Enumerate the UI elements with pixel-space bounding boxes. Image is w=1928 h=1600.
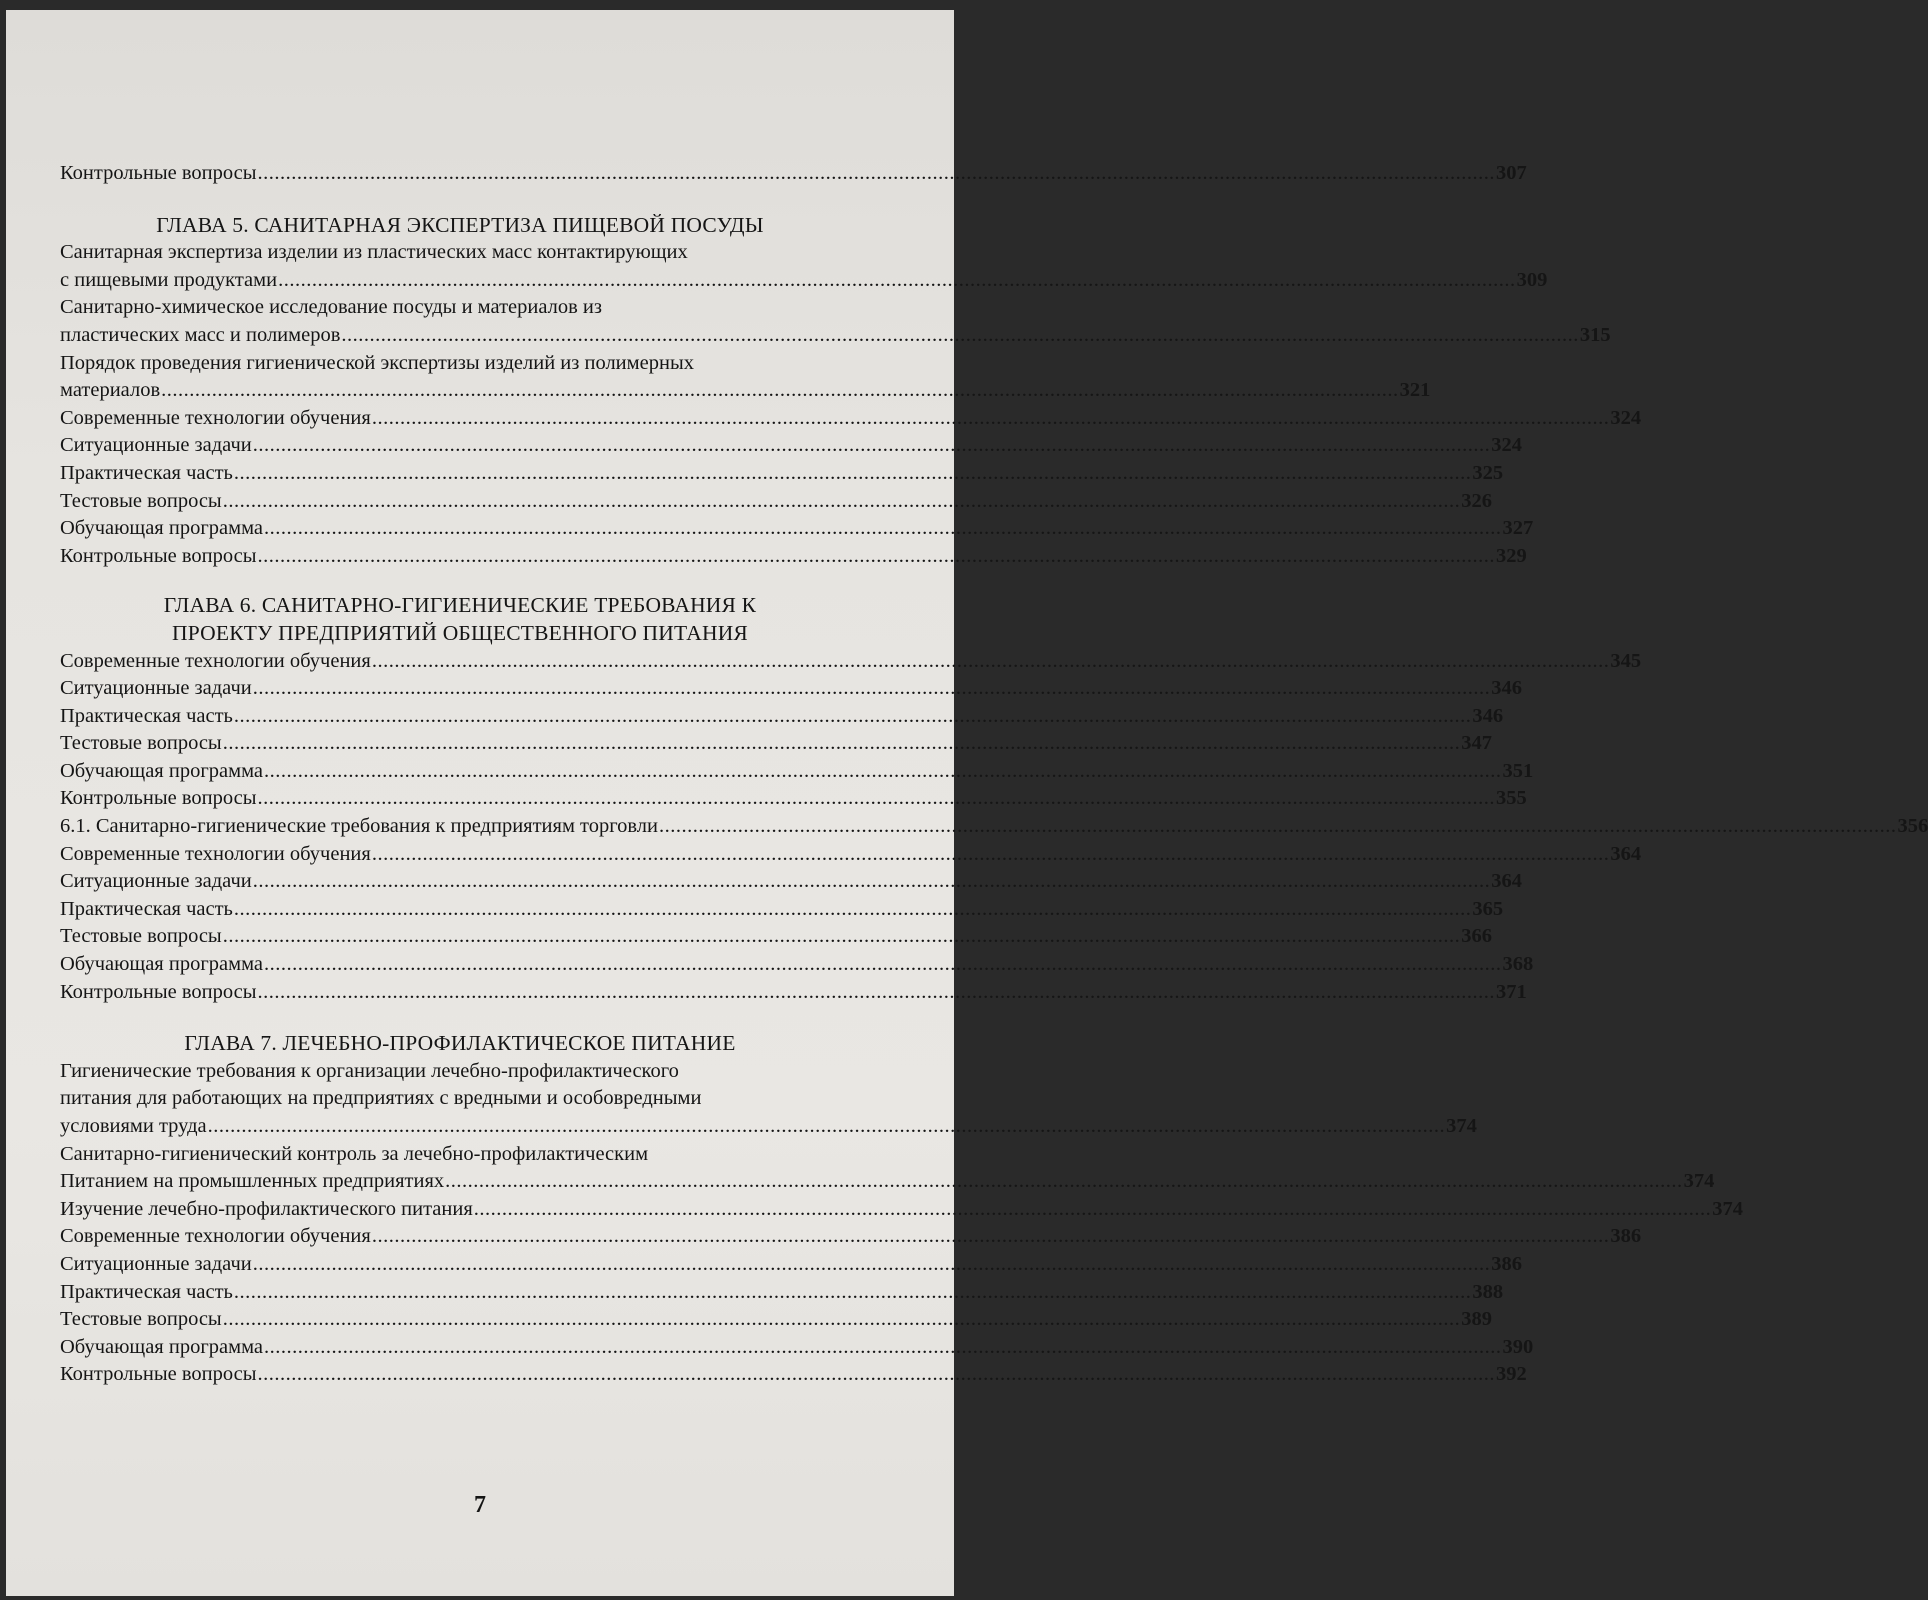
toc-entry-line: Гигиенические требования к организации лечебно-профилактического bbox=[60, 1059, 679, 1082]
table-of-contents bbox=[60, 160, 1928, 1389]
toc-entry-title: Современные технологии обучения bbox=[60, 842, 371, 865]
toc-entry bbox=[60, 703, 1504, 731]
toc-entry bbox=[60, 648, 1642, 676]
toc-entry-title: условиями труда bbox=[60, 1115, 207, 1137]
dot-leader: ............................................................................................................................................................................................................................ bbox=[264, 759, 1502, 782]
toc-entry bbox=[60, 1361, 1527, 1389]
toc-entry-page: 364 bbox=[1491, 870, 1522, 893]
toc-entry bbox=[60, 785, 1527, 813]
toc-entry bbox=[60, 923, 1492, 951]
toc-entry-title: с пищевыми продуктами bbox=[60, 268, 278, 291]
dot-leader: ............................................................................................................................................................................................................................ bbox=[264, 1335, 1502, 1358]
toc-entry bbox=[60, 1251, 1522, 1279]
toc-entry-page: 374 bbox=[1446, 1115, 1477, 1137]
toc-entry-line: Санитарно-гигиенический контроль за лечебно-профилактическим bbox=[60, 1142, 649, 1165]
toc-entry bbox=[60, 896, 1504, 924]
toc-entry bbox=[60, 460, 1504, 488]
dot-leader: ............................................................................................................................................................................................................................ bbox=[278, 268, 1516, 291]
dot-leader: ............................................................................................................................................................................................................................ bbox=[233, 897, 1472, 920]
dot-leader: ............................................................................................................................................................................................................................ bbox=[222, 732, 1461, 755]
toc-entry-title: Обучающая программа bbox=[60, 517, 263, 540]
spacer bbox=[60, 1006, 860, 1030]
toc-entry-page: 351 bbox=[1502, 759, 1534, 782]
dot-leader: ............................................................................................................................................................................................................................ bbox=[257, 980, 1496, 1003]
toc-entry-page: 324 bbox=[1610, 406, 1642, 429]
toc-entry-page: 325 bbox=[1472, 461, 1504, 484]
toc-entry-page: 371 bbox=[1496, 980, 1527, 1003]
toc-entry-title: Тестовые вопросы bbox=[60, 732, 222, 755]
toc-entry-page: 388 bbox=[1472, 1280, 1504, 1303]
toc-entry bbox=[60, 405, 1642, 433]
toc-entry-title: Тестовые вопросы bbox=[60, 489, 222, 512]
toc-entry bbox=[60, 322, 1611, 350]
chapter-6-heading-line-2: ПРОЕКТУ ПРЕДПРИЯТИЙ ОБЩЕСТВЕННОГО ПИТАНИЯ bbox=[172, 620, 748, 645]
dot-leader: ............................................................................................................................................................................................................................ bbox=[264, 953, 1502, 976]
toc-entry bbox=[60, 543, 1527, 571]
toc-entry bbox=[60, 979, 1527, 1007]
toc-entry-page: 327 bbox=[1502, 517, 1534, 540]
dot-leader: ............................................................................................................................................................................................................................ bbox=[371, 406, 1610, 429]
toc-entry-page: 364 bbox=[1610, 842, 1642, 865]
toc-entry bbox=[60, 377, 1431, 405]
toc-entry bbox=[60, 160, 1527, 188]
toc-entry-line: питания для работающих на предприятиях с вредными и особовредными bbox=[60, 1087, 702, 1110]
toc-entry-page: 390 bbox=[1502, 1335, 1534, 1358]
toc-entry bbox=[60, 1196, 1744, 1224]
toc-entry bbox=[60, 675, 1522, 703]
toc-entry-page: 307 bbox=[1496, 162, 1527, 184]
toc-entry-title: пластических масс и полимеров bbox=[60, 323, 341, 346]
toc-entry-title: Практическая часть bbox=[60, 461, 233, 484]
toc-entry-title: Современные технологии обучения bbox=[60, 649, 371, 672]
toc-entry-title: Тестовые вопросы bbox=[60, 1308, 222, 1331]
dot-leader: ............................................................................................................................................................................................................................ bbox=[252, 434, 1491, 457]
toc-entry-page: 368 bbox=[1502, 953, 1534, 976]
toc-entry-line: Санитарно-химическое исследование посуды и материалов из bbox=[60, 296, 602, 319]
chapter-6-heading-line-1: ГЛАВА 6. САНИТАРНО-ГИГИЕНИЧЕСКИЕ ТРЕБОВАНИЯ К bbox=[163, 593, 757, 618]
toc-entry-page: 365 bbox=[1472, 897, 1504, 920]
dot-leader: ............................................................................................................................................................................................................................ bbox=[252, 677, 1491, 700]
toc-entry-page: 324 bbox=[1491, 434, 1522, 457]
toc-entry-title: Обучающая программа bbox=[60, 759, 263, 782]
dot-leader: ............................................................................................................................................................................................................................ bbox=[222, 1308, 1461, 1331]
page-number: 7 bbox=[474, 1492, 486, 1518]
toc-entry-title: Ситуационные задачи bbox=[60, 870, 252, 893]
toc-entry-title: Контрольные вопросы bbox=[60, 1363, 257, 1386]
dot-leader: ............................................................................................................................................................................................................................ bbox=[233, 704, 1472, 727]
toc-entry bbox=[60, 758, 1534, 786]
toc-entry-title: Тестовые вопросы bbox=[60, 925, 222, 948]
toc-entry-page: 346 bbox=[1491, 677, 1522, 700]
toc-entry bbox=[60, 951, 1534, 979]
dot-leader: ............................................................................................................................................................................................................................ bbox=[257, 544, 1496, 567]
toc-entry bbox=[60, 730, 1492, 758]
toc-entry-title: Контрольные вопросы bbox=[60, 787, 257, 810]
toc-entry-title: Ситуационные задачи bbox=[60, 1252, 252, 1275]
toc-entry bbox=[60, 1113, 1477, 1141]
toc-entry-page: 366 bbox=[1461, 925, 1492, 948]
dot-leader: ............................................................................................................................................................................................................................ bbox=[445, 1170, 1683, 1193]
dot-leader: ............................................................................................................................................................................................................................ bbox=[222, 489, 1461, 512]
toc-entry-title: материалов bbox=[60, 379, 161, 402]
dot-leader: ............................................................................................................................................................................................................................ bbox=[264, 517, 1502, 540]
dot-leader: ............................................................................................................................................................................................................................ bbox=[233, 461, 1472, 484]
book-page bbox=[6, 10, 1928, 1596]
toc-entry-line: Порядок проведения гигиенической экспертизы изделий из полимерных bbox=[60, 351, 694, 374]
dot-leader: ............................................................................................................................................................................................................................ bbox=[473, 1197, 1712, 1220]
toc-entry-page: 326 bbox=[1461, 489, 1492, 512]
toc-entry-title: Изучение лечебно-профилактического питания bbox=[60, 1197, 473, 1220]
toc-entry bbox=[60, 515, 1534, 543]
toc-entry-title: Практическая часть bbox=[60, 1280, 233, 1303]
toc-entry bbox=[60, 1168, 1715, 1196]
dot-leader: ............................................................................................................................................................................................................................ bbox=[371, 649, 1610, 672]
toc-entry-title: Современные технологии обучения bbox=[60, 406, 371, 429]
toc-entry-page: 374 bbox=[1712, 1197, 1744, 1220]
toc-entry-title: Контрольные вопросы bbox=[60, 162, 257, 184]
toc-entry-page: 347 bbox=[1461, 732, 1492, 755]
toc-entry-page: 389 bbox=[1461, 1308, 1492, 1331]
toc-entry-page: 346 bbox=[1472, 704, 1504, 727]
toc-entry bbox=[60, 868, 1522, 896]
toc-entry-title: Контрольные вопросы bbox=[60, 980, 257, 1003]
toc-entry-title: Обучающая программа bbox=[60, 1335, 263, 1358]
chapter-7-heading: ГЛАВА 7. ЛЕЧЕБНО-ПРОФИЛАКТИЧЕСКОЕ ПИТАНИЕ bbox=[184, 1031, 736, 1056]
toc-entry-title: Практическая часть bbox=[60, 897, 233, 920]
toc-entry bbox=[60, 813, 1928, 841]
dot-leader: ............................................................................................................................................................................................................................ bbox=[371, 1225, 1610, 1248]
toc-entry-page: 329 bbox=[1496, 544, 1527, 567]
dot-leader: ............................................................................................................................................................................................................................ bbox=[252, 870, 1491, 893]
toc-entry-title: Контрольные вопросы bbox=[60, 544, 257, 567]
toc-entry bbox=[60, 1279, 1504, 1307]
dot-leader: ............................................................................................................................................................................................................................ bbox=[371, 842, 1610, 865]
toc-entry-title: Питанием на промышленных предприятиях bbox=[60, 1170, 445, 1193]
chapter-5-heading: ГЛАВА 5. САНИТАРНАЯ ЭКСПЕРТИЗА ПИЩЕВОЙ ПОСУДЫ bbox=[156, 212, 764, 237]
toc-entry bbox=[60, 841, 1642, 869]
toc-entry bbox=[60, 1223, 1642, 1251]
dot-leader: ............................................................................................................................................................................................................................ bbox=[341, 323, 1579, 346]
toc-entry-page: 392 bbox=[1496, 1363, 1527, 1386]
toc-entry-page: 386 bbox=[1491, 1252, 1522, 1275]
toc-entry-page: 309 bbox=[1516, 268, 1548, 291]
toc-entry-page: 321 bbox=[1399, 379, 1431, 402]
toc-entry-page: 374 bbox=[1683, 1170, 1715, 1193]
toc-entry bbox=[60, 267, 1548, 295]
toc-entry-page: 345 bbox=[1610, 649, 1642, 672]
toc-entry bbox=[60, 488, 1492, 516]
toc-entry-title: Практическая часть bbox=[60, 704, 233, 727]
dot-leader: ............................................................................................................................................................................................................................ bbox=[161, 379, 1399, 402]
dot-leader: ............................................................................................................................................................................................................................ bbox=[659, 815, 1897, 838]
dot-leader: ............................................................................................................................................................................................................................ bbox=[233, 1280, 1472, 1303]
toc-entry-title: 6.1. Санитарно-гигиенические требования к предприятиям торговли bbox=[60, 815, 658, 838]
dot-leader: ............................................................................................................................................................................................................................ bbox=[257, 162, 1496, 184]
dot-leader: ............................................................................................................................................................................................................................ bbox=[252, 1252, 1491, 1275]
dot-leader: ............................................................................................................................................................................................................................ bbox=[207, 1115, 1446, 1137]
spacer bbox=[60, 188, 860, 212]
dot-leader: ............................................................................................................................................................................................................................ bbox=[257, 787, 1496, 810]
toc-entry-title: Современные технологии обучения bbox=[60, 1225, 371, 1248]
toc-entry-page: 315 bbox=[1579, 323, 1611, 346]
toc-entry-line: Санитарная экспертиза изделии из пластических масс контактирующих bbox=[60, 241, 688, 264]
spacer bbox=[60, 570, 860, 592]
toc-entry-page: 355 bbox=[1496, 787, 1527, 810]
toc-entry-page: 386 bbox=[1610, 1225, 1642, 1248]
toc-entry bbox=[60, 1334, 1534, 1362]
toc-entry bbox=[60, 432, 1522, 460]
toc-entry-title: Ситуационные задачи bbox=[60, 434, 252, 457]
toc-entry-title: Ситуационные задачи bbox=[60, 677, 252, 700]
dot-leader: ............................................................................................................................................................................................................................ bbox=[257, 1363, 1496, 1386]
dot-leader: ............................................................................................................................................................................................................................ bbox=[222, 925, 1461, 948]
toc-entry-page: 356 bbox=[1897, 815, 1928, 838]
toc-entry-title: Обучающая программа bbox=[60, 953, 263, 976]
toc-entry bbox=[60, 1306, 1492, 1334]
